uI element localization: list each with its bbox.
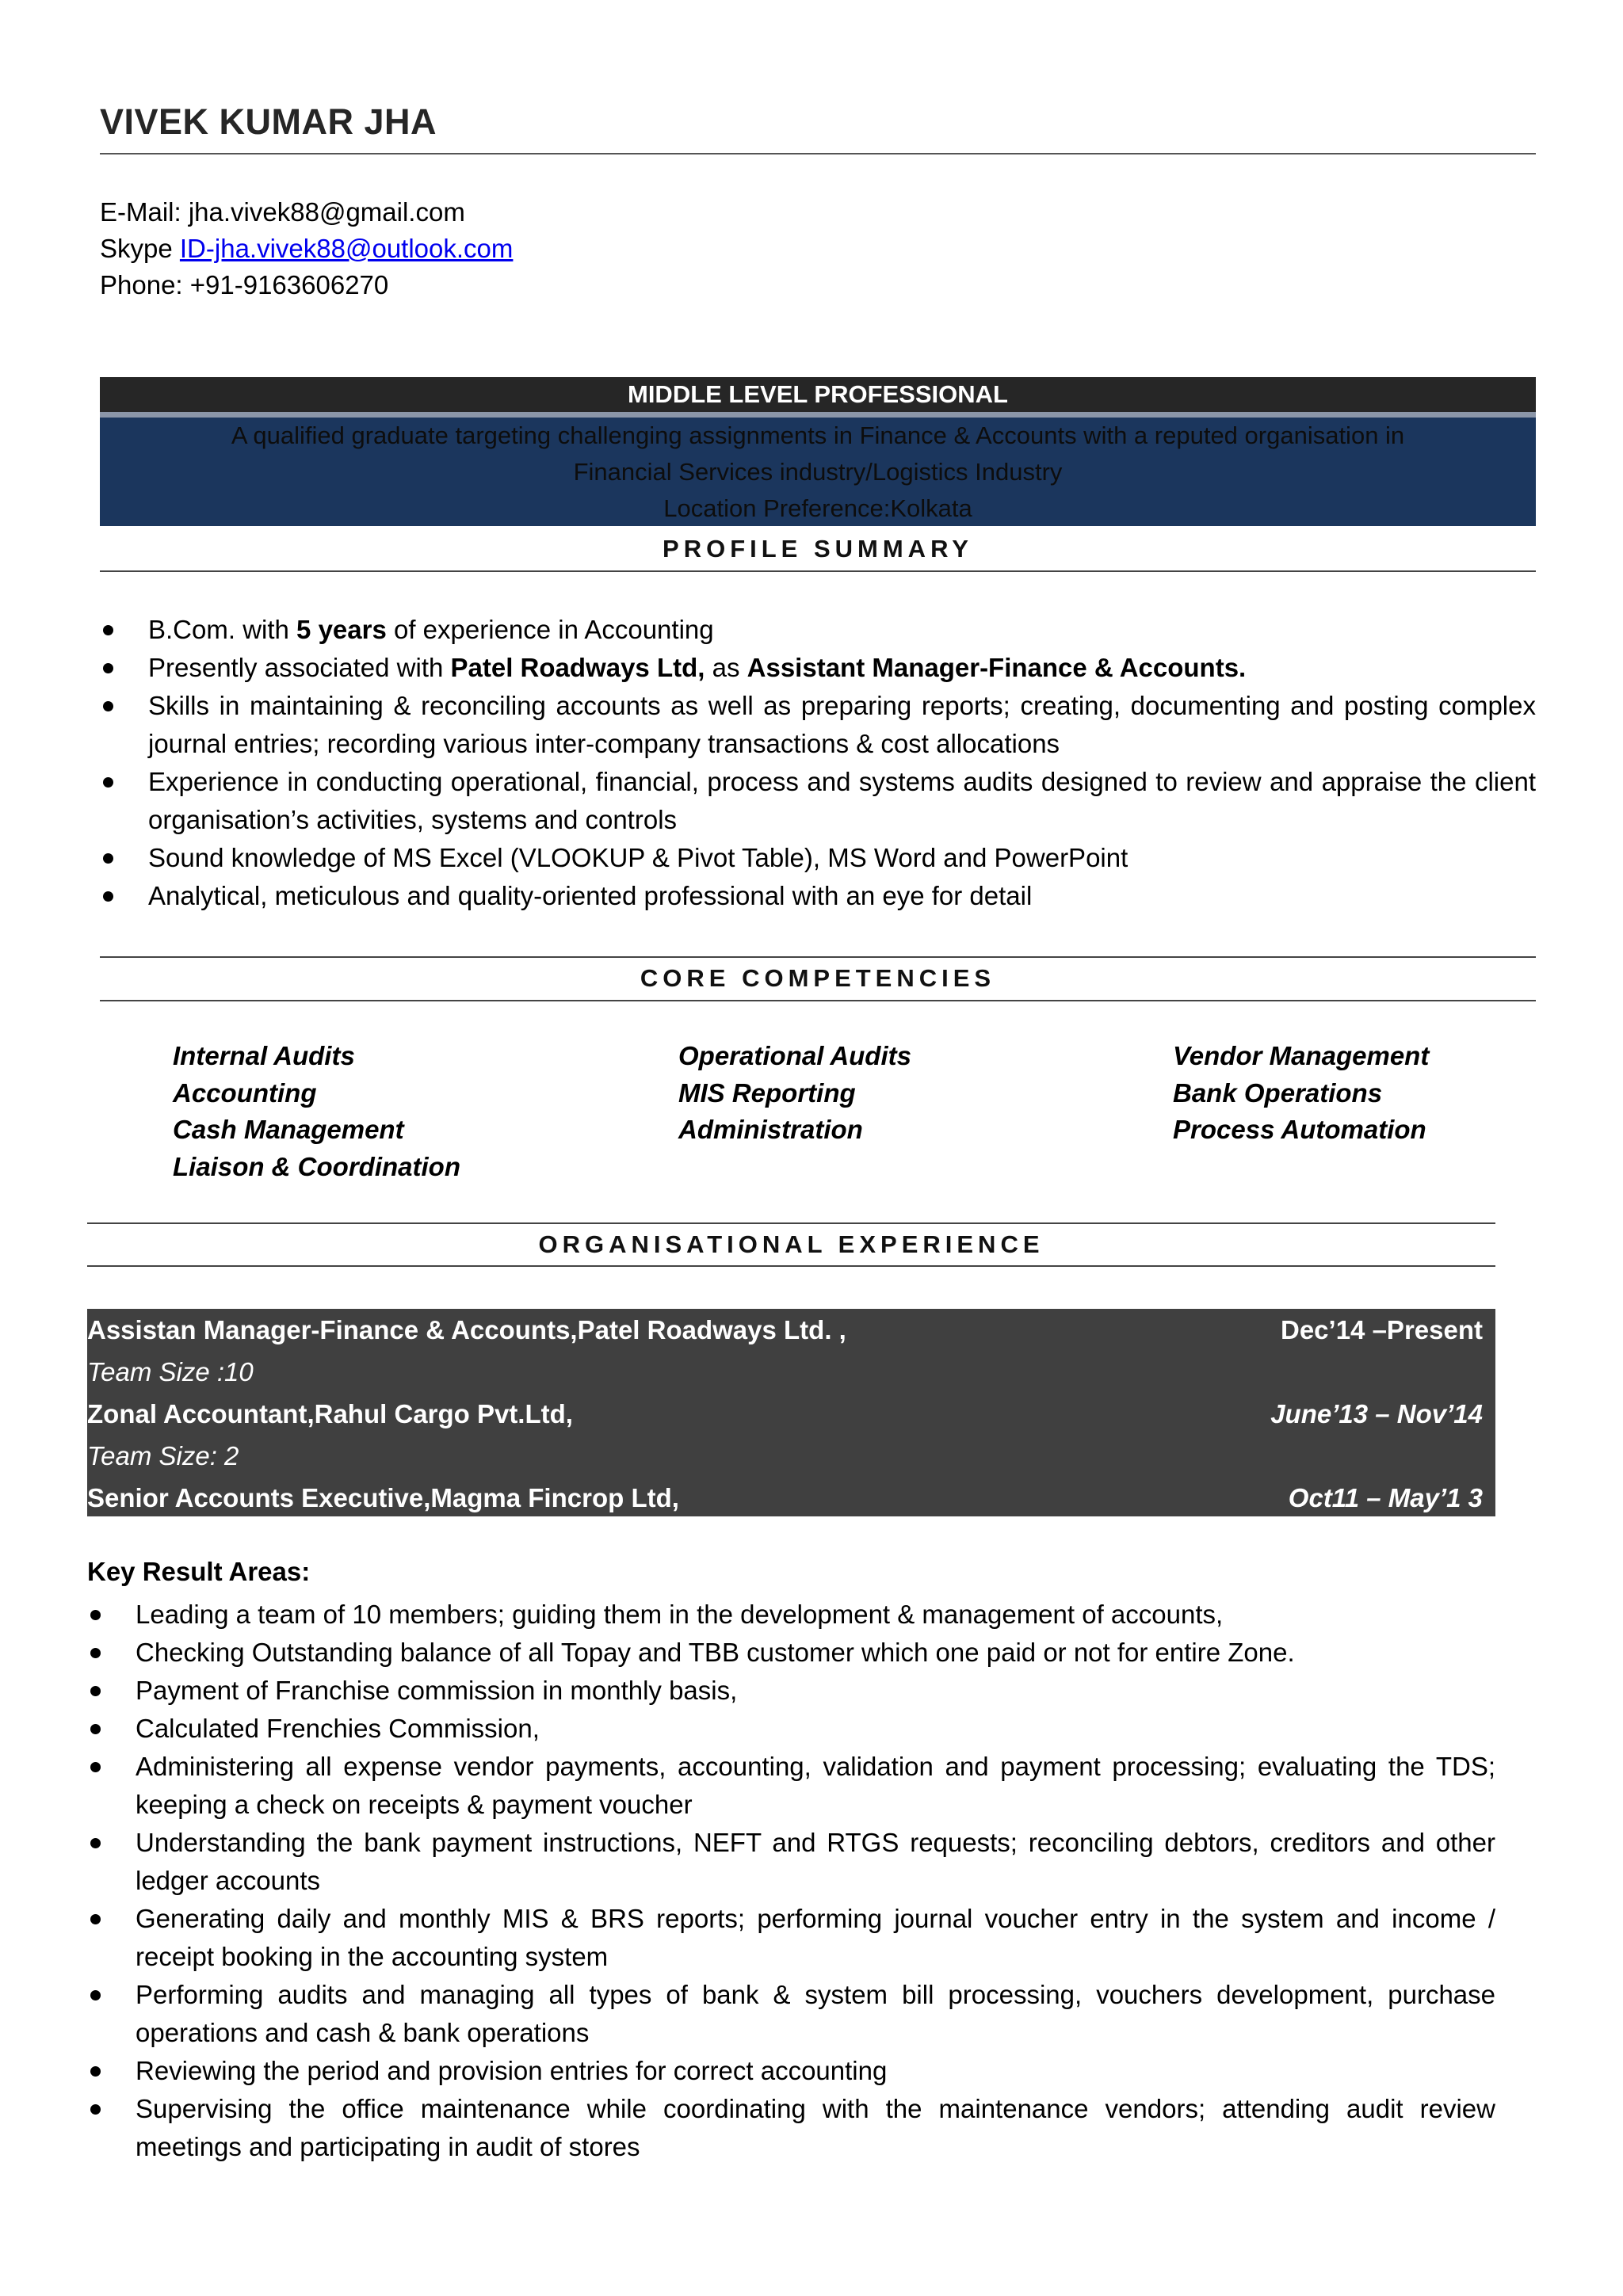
profile-summary-list <box>100 611 1536 915</box>
experience-divider-bottom <box>87 1265 1495 1267</box>
competencies-column-2 <box>678 1038 911 1149</box>
profile-summary-title: PROFILE SUMMARY <box>663 535 973 563</box>
list-item: B.Com. with 5 years of experience in Accounting <box>100 611 1536 649</box>
competency-item: Bank Operations <box>1173 1077 1383 1108</box>
skype-prefix: Skype <box>100 234 180 263</box>
competency-item: Vendor Management <box>1173 1041 1430 1070</box>
phone-line: Phone: +91-9163606270 <box>100 270 389 299</box>
experience-divider-top <box>87 1222 1495 1224</box>
email-line: E-Mail: jha.vivek88@gmail.com <box>100 197 465 227</box>
key-result-areas-list <box>87 1596 1495 2166</box>
bullet-icon <box>90 1724 101 1734</box>
list-item: Presently associated with Patel Roadways Ltd, as Assistant Manager-Finance & Accounts. <box>100 649 1536 687</box>
experience-table <box>87 1309 1495 1516</box>
bullet-icon <box>103 891 113 902</box>
list-item: Analytical, meticulous and quality-oriented professional with an eye for detail <box>100 877 1536 915</box>
competencies-divider-top <box>100 956 1536 958</box>
competency-item: Operational Audits <box>678 1041 911 1070</box>
competencies-divider-bottom <box>100 1000 1536 1001</box>
list-item: Administering all expense vendor payments, accounting, validation and payment processing; evaluating the TDS; keeping a check on receipts & payment voucher <box>87 1748 1495 1824</box>
bullet-icon <box>90 1838 101 1848</box>
bullet-icon <box>103 777 113 788</box>
organisational-experience-title: ORGANISATIONAL EXPERIENCE <box>538 1230 1044 1258</box>
profile-divider-bottom <box>100 570 1536 572</box>
bullet-icon <box>90 1990 101 2000</box>
bullet-icon <box>103 701 113 711</box>
experience-role: Zonal Accountant,Rahul Cargo Pvt.Ltd, <box>87 1399 573 1428</box>
bullet-icon <box>103 625 113 635</box>
competencies-column-1 <box>173 1038 460 1185</box>
core-competencies-title: CORE COMPETENCIES <box>640 964 996 992</box>
banner-title: MIDDLE LEVEL PROFESSIONAL <box>100 377 1536 412</box>
list-item: Sound knowledge of MS Excel (VLOOKUP & Pivot Table), MS Word and PowerPoint <box>100 839 1536 877</box>
experience-role: Senior Accounts Executive,Magma Fincrop Ltd, <box>87 1483 679 1512</box>
list-item: Performing audits and managing all types of bank & system bill processing, vouchers development, purchase operations and cash & bank operations <box>87 1976 1495 2052</box>
name-divider <box>100 153 1536 154</box>
bullet-icon <box>103 663 113 673</box>
experience-dates: Oct11 – May’1 3 <box>1288 1483 1483 1512</box>
bullet-icon <box>90 1610 101 1620</box>
competency-item: Internal Audits <box>173 1041 355 1070</box>
bullet-icon <box>90 2066 101 2077</box>
banner-separator <box>100 412 1536 418</box>
experience-dates: June’13 – Nov’14 <box>1270 1399 1483 1428</box>
competency-item: Accounting <box>173 1077 317 1108</box>
banner-line-1: A qualified graduate targeting challenging assignments in Finance & Accounts with a reputed organisation in <box>231 421 1405 449</box>
competency-item: Cash Management <box>173 1115 404 1144</box>
experience-dates: Dec’14 –Present <box>1281 1315 1483 1344</box>
list-item: Checking Outstanding balance of all Topay and TBB customer which one paid or not for entire Zone. <box>87 1634 1495 1672</box>
bullet-icon <box>90 1686 101 1696</box>
banner-body <box>100 418 1536 526</box>
competency-item: Process Automation <box>1173 1115 1426 1144</box>
list-item: Supervising the office maintenance while coordinating with the maintenance vendors; attending audit review meetings and participating in audit of stores <box>87 2090 1495 2166</box>
team-size: Team Size: 2 <box>87 1441 239 1470</box>
list-item: Leading a team of 10 members; guiding them in the development & management of accounts, <box>87 1596 1495 1634</box>
experience-row <box>87 1477 1495 1519</box>
list-item: Experience in conducting operational, financial, process and systems audits designed to review and appraise the client organisation’s activities, systems and controls <box>100 763 1536 839</box>
bullet-icon <box>90 2104 101 2115</box>
list-item: Generating daily and monthly MIS & BRS reports; performing journal voucher entry in the system and income / receipt booking in the accounting system <box>87 1900 1495 1976</box>
experience-role: Assistan Manager-Finance & Accounts,Patel Roadways Ltd. , <box>87 1315 846 1344</box>
list-item: Reviewing the period and provision entries for correct accounting <box>87 2052 1495 2090</box>
key-result-areas-title: Key Result Areas: <box>87 1557 311 1586</box>
experience-row <box>87 1435 1495 1477</box>
skype-link[interactable]: ID-jha.vivek88@outlook.com <box>179 234 514 263</box>
contact-block <box>100 194 513 303</box>
banner-line-3: Location Preference:Kolkata <box>663 494 972 522</box>
bullet-icon <box>103 853 113 864</box>
bullet-icon <box>90 1914 101 1924</box>
list-item: Skills in maintaining & reconciling accounts as well as preparing reports; creating, documenting and posting complex journal entries; recording various inter-company transactions & cost allocations <box>100 687 1536 763</box>
experience-row <box>87 1393 1495 1435</box>
candidate-name: VIVEK KUMAR JHA <box>100 101 437 142</box>
list-item: Payment of Franchise commission in monthly basis, <box>87 1672 1495 1710</box>
competency-item: MIS Reporting <box>678 1077 856 1108</box>
list-item: Calculated Frenchies Commission, <box>87 1710 1495 1748</box>
competency-item: Liaison & Coordination <box>173 1151 460 1181</box>
bullet-icon <box>90 1762 101 1772</box>
bullet-icon <box>90 1648 101 1658</box>
banner-line-2: Financial Services industry/Logistics Industry <box>573 458 1063 486</box>
competencies-column-3 <box>1173 1038 1429 1149</box>
competency-item: Administration <box>678 1115 863 1144</box>
team-size: Team Size :10 <box>87 1357 254 1386</box>
experience-row <box>87 1351 1495 1393</box>
skype-line <box>100 231 513 267</box>
list-item: Understanding the bank payment instructions, NEFT and RTGS requests; reconciling debtors, creditors and other ledger accounts <box>87 1824 1495 1900</box>
experience-row <box>87 1309 1495 1351</box>
